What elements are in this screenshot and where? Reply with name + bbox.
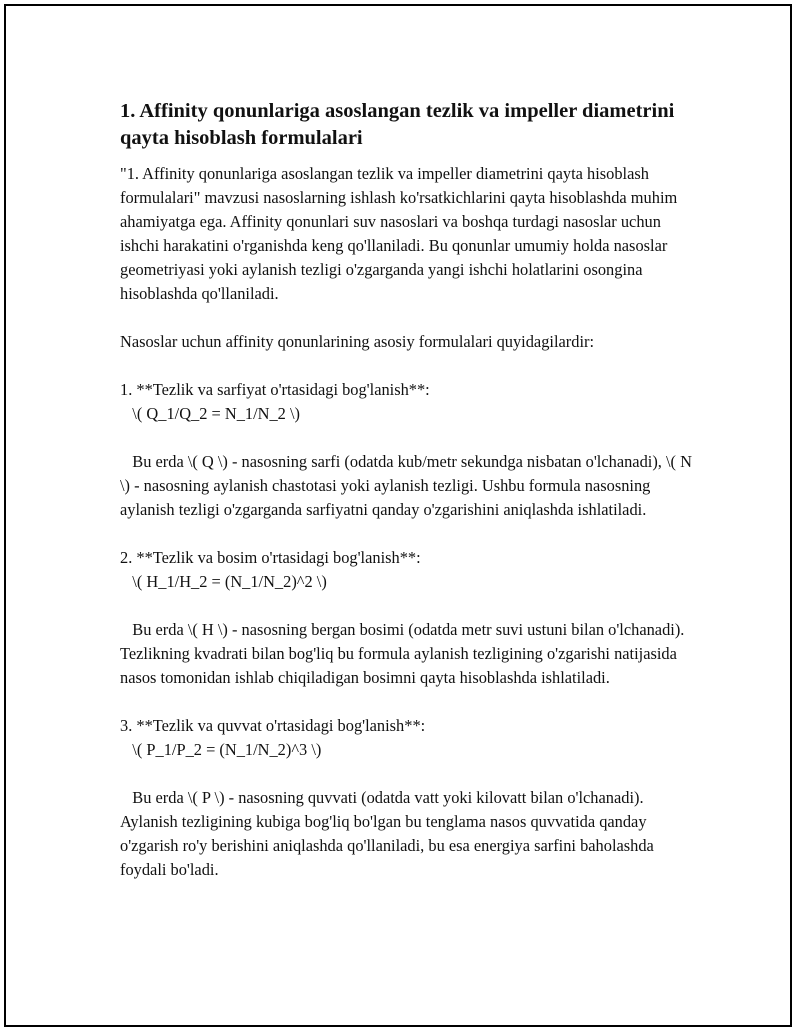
formula-3-explanation: Bu erda \( P \) - nasosning quvvati (odatda vatt yoki kilovatt bilan o'lchanadi). Aylanish tezligining kubiga bog'liq bo'lgan bu tenglama nasos quvvatida qanday o'zgarish ro'y berishini aniqlashda qo'llaniladi, bu esa energiya sarfini baholashda foydali bo'ladi. [120,788,658,879]
intro-paragraph: "1. Affinity qonunlariga asoslangan tezlik va impeller diametrini qayta hisoblash formulalari" mavzusi nasoslarning ishlash ko'rsatkichlarini qayta hisoblashda muhim ahamiyatga ega. Affinity qonunlari suv nasoslari va boshqa turdagi nasoslar uchun ishchi harakatini o'rganishda keng qo'llaniladi. Bu qonunlar umumiy holda nasoslar geometriyasi yoki aylanish tezligi o'zgarganda yangi ishchi holatlarini osongina hisoblashda qo'llaniladi. [120,164,682,303]
formulas-intro: Nasoslar uchun affinity qonunlarining asosiy formulalari quyidagilardir: [120,332,595,351]
document-page [4,4,792,1027]
formula-3-heading: 3. **Tezlik va quvvat o'rtasidagi bog'lanish**: \( P_1/P_2 = (N_1/N_2)^3 \) [120,716,426,759]
document-content [120,98,700,882]
formula-1-heading: 1. **Tezlik va sarfiyat o'rtasidagi bog'lanish**: \( Q_1/Q_2 = N_1/N_2 \) [120,380,430,423]
document-title: 1. Affinity qonunlariga asoslangan tezlik va impeller diametrini qayta hisoblash formulalari [120,100,675,149]
formula-2-explanation: Bu erda \( H \) - nasosning bergan bosimi (odatda metr suvi ustuni bilan o'lchanadi). Tezlikning kvadrati bilan bog'liq bu formula aylanish tezligining o'zgarishi natijasida nasos tomonidan ishlab chiqiladigan bosimni qayta hisoblashda ishlatiladi. [120,620,689,687]
formula-2-heading: 2. **Tezlik va bosim o'rtasidagi bog'lanish**: \( H_1/H_2 = (N_1/N_2)^2 \) [120,548,421,591]
formula-1-explanation: Bu erda \( Q \) - nasosning sarfi (odatda kub/metr sekundga nisbatan o'lchanadi), \( N \) - nasosning aylanish chastotasi yoki aylanish tezligi. Ushbu formula nasosning aylanish tezligi o'zgarganda sarfiyatni qanday o'zgarishini aniqlashda ishlatiladi. [120,452,697,519]
